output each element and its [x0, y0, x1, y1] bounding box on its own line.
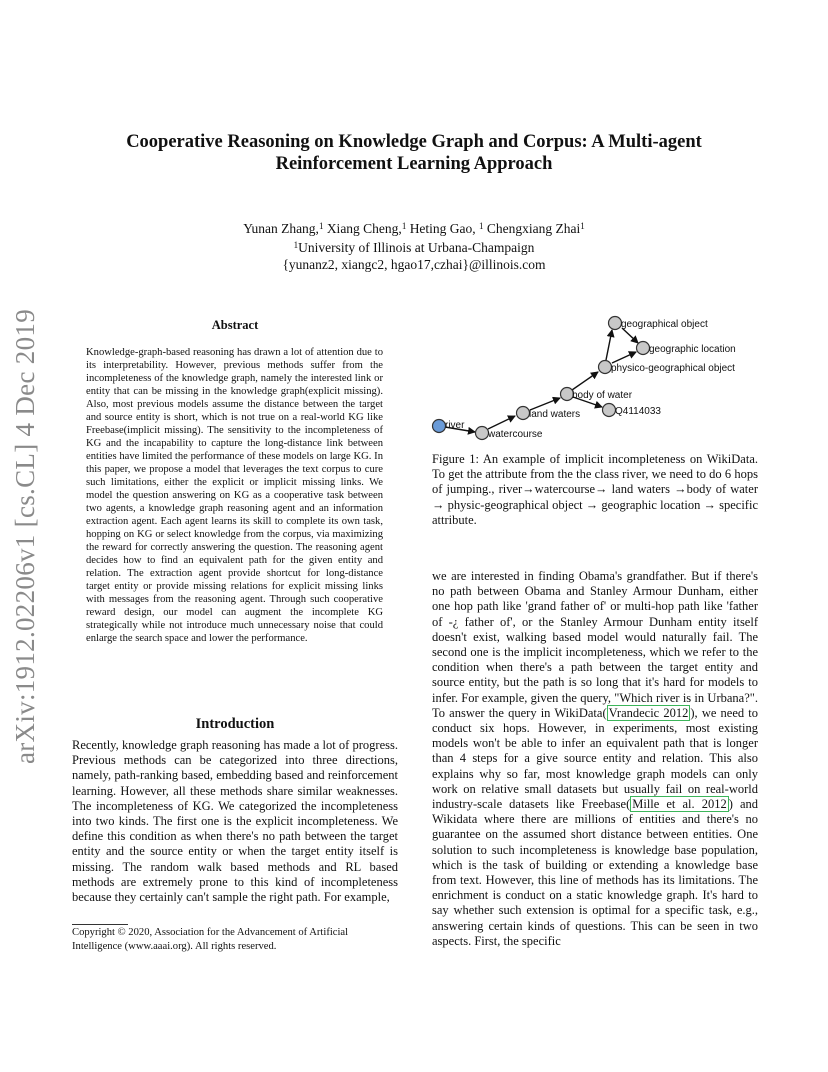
author-4: Chengxiang Zhai	[483, 221, 581, 236]
affil-mark: 1	[401, 221, 407, 231]
author-emails: {yunanz2, xiangc2, hgao17,czhai}@illinois.com	[282, 257, 546, 272]
label-physico-geographical-object: physico-geographical object	[611, 363, 735, 374]
label-q4114033: Q4114033	[615, 406, 661, 417]
abstract-heading: Abstract	[211, 318, 259, 332]
edge-bodyofwater-physico	[572, 372, 598, 390]
para-segment-2: , we need to conduct six hops. However, in experiments, most existing models won't be able to infer an equivalent path that is longer than 4 steps for a give source entity and relation. This also explains why so far, most knowledge graph models can only work on relative small datasets but usually fail on real-world industry-scale datasets like Freebase	[432, 705, 758, 812]
edge-geographicalobject-geographiclocation	[622, 328, 638, 343]
edge-watercourse-landwaters	[488, 416, 515, 429]
author-names	[70, 218, 758, 237]
label-land-waters: land waters	[529, 409, 581, 420]
footnote-rule	[72, 924, 128, 925]
abstract-text: Knowledge-graph-based reasoning has drawn a lot of attention due to its interpretability. However, previous methods suffer from the incompleteness of the knowledge graph, namely the interested link or entity that can be missing in the knowledge graph(explicit missing). Also, most previous models assume the distance between the target and source entity is short, which is not true on a real-world KG like Freebase(implicit missing). The sensitivity to the incompleteness of KG and the incapability to capture the long-distance link between entities have limited the performance of these models on large KG. In this paper, we propose a model that leverages the text corpus to cure such limitations, either the explicit or implicit missing links. We model the question answering on KG as a cooperative task between two agents, a knowledge graph reasoning agent and an information extraction agent. Each agent learns its skill to complete its own task, hopping on KG or select knowledge from the corpus, via maximizing the reward for correctly answering the question. The reasoning agent decides how to find an equivalent path for the given entity and relation. The extraction agent provide shortcut for long-distance target entity or provide missing relations for explicit missing links with messages from the reasoning agent. Through such cooperative reward design, our model can augment the incomplete KG strategically while not introduce much unnecessary noise that could enlarge the search space and lower the performance.	[86, 347, 383, 644]
citation-link-vrandecic[interactable]: Vrandecic 2012	[608, 705, 689, 720]
label-river: river	[445, 420, 465, 431]
paper-title-line-1: Cooperative Reasoning on Knowledge Graph and Corpus: A Multi-agent	[126, 132, 702, 152]
node-q4114033	[603, 404, 616, 417]
paper-title	[70, 131, 758, 175]
label-body-of-water: body of water	[572, 390, 633, 401]
affil-mark: 1	[318, 221, 324, 231]
node-physico-geographical-object	[599, 361, 612, 374]
affil-mark: 1	[479, 221, 484, 231]
arxiv-stamp-text: arXiv:1912.02206v1 [cs.CL] 4 Dec 2019	[10, 308, 41, 764]
node-river	[433, 420, 446, 433]
node-geographic-location	[637, 342, 650, 355]
copyright-notice: Copyright © 2020, Association for the Advancement of Artificial Intelligence (www.aaai.org). All rights reserved.	[72, 927, 349, 952]
author-block	[70, 218, 758, 273]
para-segment-3: and Wikidata where there are millions of entities and there's no guarantee on the assumed short distance between entities. One solution to such incompleteness is knowledge base population, which is the task of building or extending a knowledge base from text. However, this line of methods has its limitations. The enrichment is conduct on a static knowledge graph. It's hard to say whether such extension is optimal for a specific task, e.g., answering certain kinds of questions. This can be seen in two aspects. First, the specific	[432, 797, 758, 948]
paper-title-line-2: Reinforcement Learning Approach	[275, 154, 553, 174]
author-2: Xiang Cheng,	[323, 221, 402, 236]
node-watercourse	[476, 427, 489, 440]
node-land-waters	[517, 407, 530, 420]
label-watercourse: watercourse	[488, 429, 543, 440]
node-labels	[445, 319, 736, 440]
affiliation-text: University of Illinois at Urbana-Champaign	[298, 240, 535, 255]
affiliation	[70, 237, 758, 256]
edge-physico-geographicalobject	[606, 330, 612, 360]
right-column-text: we are interested in finding Obama's grandfather. But if there's no path between Obama and Stanley Armour Dunham, either one hop path like 'grand father of' or multi-hop path like 'father of -¿ father of', or the Stanley Armour Dunham entity itself doesn't exist, walking based model would naturally fail. The second one is the implicit incompleteness, which we refer to the condition when there's a path between the target entity and source entity, but the path is so long that it's hard for models to infer. For example, given the query, "Which river is in Urbana?". To answer the query in WikiData( Vrandecic 2012 ), we need to conduct six hops. However, in experiments, most existing models won't be able to infer an equivalent path that is longer than 4 steps for a give source entity and relation. This also explains why so far, most knowledge graph models can only work on relative small datasets but usually fail on real-world industry-scale datasets like Freebase( Mille et al. 2012 ) and Wikidata where there are millions of entities and there's no guarantee on the assumed short distance between entities. One solution to such incompleteness is knowledge base population, which is the task of building or extending a knowledge base from text. However, this line of methods has its limitations. The enrichment is conduct on a static knowledge graph. It's hard to say whether such extension is optimal for a specific task, e.g., answering certain kinds of questions. This can be seen in two aspects. First, the specific	[432, 569, 758, 948]
figure-1-caption: Figure 1: An example of implicit incompleteness on WikiData. To get the attribute from the the class river, we need to do 6 hops of jumping., river→watercourse→ land waters →body of water → physic-geographical object → geographic location → specific attribute.	[432, 452, 758, 527]
edge-physico-geographiclocation	[612, 352, 636, 363]
nodes	[433, 317, 650, 440]
author-3: Heting Gao,	[406, 221, 480, 236]
para-segment-1: we are interested in finding Obama's grandfather. But if there's no path between Obama and Stanley Armour Dunham, either one hop path like 'grand father of' or multi-hop path like 'father of -¿ father of', or the Stanley Armour Dunham entity itself doesn't exist, walking based model would naturally fail. The second one is the implicit incompleteness, which we refer to the condition when there's a path between the target entity and source entity, but the path is so long that it's hard for models to infer. For example, given the query, "Which river is in Urbana?". To answer the query in WikiData	[432, 569, 758, 720]
affil-mark: 1	[293, 240, 299, 250]
arxiv-stamp	[2, 296, 50, 776]
intro-heading: Introduction	[195, 716, 275, 732]
citation-link-mille[interactable]: Mille et al. 2012	[632, 797, 727, 812]
author-1: Yunan Zhang,	[243, 221, 319, 236]
node-geographical-object	[609, 317, 622, 330]
kg-path-diagram	[428, 310, 758, 445]
affil-mark: 1	[580, 221, 585, 231]
figure-1	[428, 310, 758, 445]
label-geographic-location: geographic location	[649, 344, 736, 355]
label-geographical-object: geographical object	[621, 319, 708, 330]
intro-text: Recently, knowledge graph reasoning has made a lot of progress. Previous methods can be categorized into three directions, namely, path-ranking based, embedding based and reinforcement learning. However, all these methods share similar weaknesses. The incompleteness of KG. We categorized the incompleteness into two kinds. The first one is the explicit incompleteness. We define this condition as when there's no path between the target entity and the source entity or when the target entity itself is missing. The random walk based methods and RL based methods are extremely prone to this kind of incompleteness because they certainly can't sample the right path. For example,	[72, 738, 398, 905]
